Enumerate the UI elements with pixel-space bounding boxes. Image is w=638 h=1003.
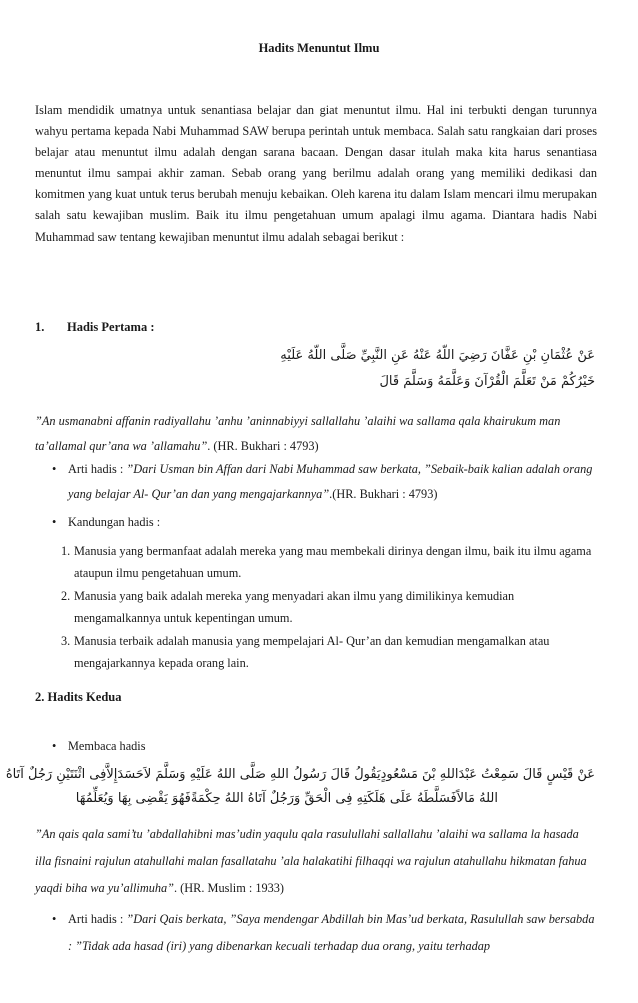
section1-heading-text: Hadis Pertama : xyxy=(67,320,155,334)
hadith1-arti-text: ”Dari Usman bin Affan dari Nabi Muhammad saw berkata, ”Sebaik-baik kalian adalah orang yang belajar Al- Qur’an dan yang mengajarkannya” xyxy=(68,462,593,501)
section1-heading xyxy=(35,320,154,335)
hadith1-arti-ref: .(HR. Bukhari : 4793) xyxy=(329,486,438,501)
hadith1-arabic-line1: عَنْ عُثْمَانِ بْنِ عَفَّانَ رَضِيَ اللّهُ عَنْهُ عَنِ النَّبِيِّ صَلَّى اللّهُ عَلَيْهِ xyxy=(280,348,595,363)
list-item xyxy=(38,631,598,674)
hadith1-latin-text: ”An usmanabni affanin radiyallahu ’anhu ’aninnabiyyi sallallahu ’alaihi wa sallama qala khairukum man ta’allamal qur’ana wa ’allamahu” xyxy=(35,414,561,453)
hadith1-arti-bullet xyxy=(68,457,598,507)
membaca-hadis-bullet: • Membaca hadis xyxy=(68,734,598,759)
page-title: Hadits Menuntut Ilmu xyxy=(258,41,380,55)
list-item-text: Manusia yang bermanfaat adalah mereka yang mau membekali dirinya dengan ilmu, baik itu ilmu agama ataupun ilmu pengetahuan umum. xyxy=(74,544,592,580)
hadith2-arabic-line2: اللهُ مَالاًفَسَلَّطَهُ عَلَى هَلَكَتِهِ فِى الْحَقِّ وَرَجُلٌ آتَاهُ اللهُ حِكْمَةًفَهُوَ يَقْضِى بِهَا وَيُعَلِّمُهَا xyxy=(75,791,498,806)
section1-number: 1. xyxy=(35,320,45,334)
hadith2-arti-text: ”Dari Qais berkata, ”Saya mendengar Abdillah bin Mas’ud berkata, Rasulullah saw bersabda : ”Tidak ada hasad (iri) yang dibenarkan kecuali terhadap dua orang, yaitu terhadap xyxy=(68,912,595,953)
hadith2-latin-ref: . (HR. Muslim : 1933) xyxy=(174,881,285,895)
hadith1-arabic-line2: خَيْرُكُمْ مَنْ تَعَلَّمَ الْقُرْآنَ وَعَلَّمَهُ وَسَلَّمَ قَالَ xyxy=(379,374,595,389)
hadith1-transliteration xyxy=(35,409,597,458)
hadith2-arti-bullet xyxy=(68,906,598,960)
hadith2-transliteration xyxy=(35,821,597,902)
arti-label: Arti hadis : xyxy=(68,462,127,476)
list-item-number: 3. xyxy=(61,634,71,648)
list-item-text: Manusia yang baik adalah mereka yang menyadari akan ilmu yang dimilikinya kemudian mengamalkannya untuk kepentingan umum. xyxy=(74,589,515,625)
list-item-number: 1. xyxy=(61,544,71,558)
intro-paragraph: Islam mendidik umatnya untuk senantiasa belajar dan giat menuntut ilmu. Hal ini terbukti dengan turunnya wahyu pertama kepada Nabi Muhammad SAW berupa perintah untuk membaca. Salah satu rangkaian dari proses belajar atau menuntut ilmu adalah dengan sarana bacaan. Dengan dasar itulah maka kita harus senantiasa menuntut ilmu sampai akhir zaman. Sebab orang yang berilmu adalah orang yang memiliki dedikasi dan komitmen yang kuat untuk terus berubah menuju kebaikan. Oleh karena itu dalam Islam mencari ilmu merupakan salah satu kewajiban muslim. Baik itu ilmu pengetahuan umum apalagi ilmu agama. Diantara hadis Nabi Muhammad saw tentang kewajiban menuntut ilmu adalah sebagai berikut : xyxy=(35,103,597,244)
list-item-text: Manusia terbaik adalah manusia yang mempelajari Al- Qur’an dan kemudian mengamalkan atau mengajarkannya kepada orang lain. xyxy=(74,634,550,670)
section2-heading: 2. Hadits Kedua xyxy=(35,690,122,704)
hadith2-arabic-line1: عَنْ قَيْسٍ قَالَ سَمِعْتُ عَبْدَاللهِ بْنَ مَسْعُودٍيَقُولُ قَالَ رَسُولُ اللهِ صَلَّى اللهُ عَلَيْهِ وَسَلَّمَ لاَحَسَدَإِلاَّفِى اثْنَتَيْنِ رَجُلٌ آتَاهُ xyxy=(5,767,595,782)
kandungan-bullet: • Kandungan hadis : xyxy=(68,510,598,535)
list-item-number: 2. xyxy=(61,589,71,603)
kandungan-list xyxy=(38,541,598,676)
list-item xyxy=(38,541,598,584)
hadith2-latin-text: ”An qais qala sami’tu ’abdallahibni mas’udin yaqulu qala rasulullahi sallallahu ’alaihi wa sallama la hasada illa fisnaini rajulun atahullahi malan fasallatahu ’ala halakatihi filhaqqi wa rajulun atahullahu hikmatan fahua yaqdi biha wa yu’allimuha” xyxy=(35,827,587,895)
list-item xyxy=(38,586,598,629)
hadith1-latin-ref: . (HR. Bukhari : 4793) xyxy=(207,438,319,453)
arti-label: Arti hadis : xyxy=(68,912,127,926)
